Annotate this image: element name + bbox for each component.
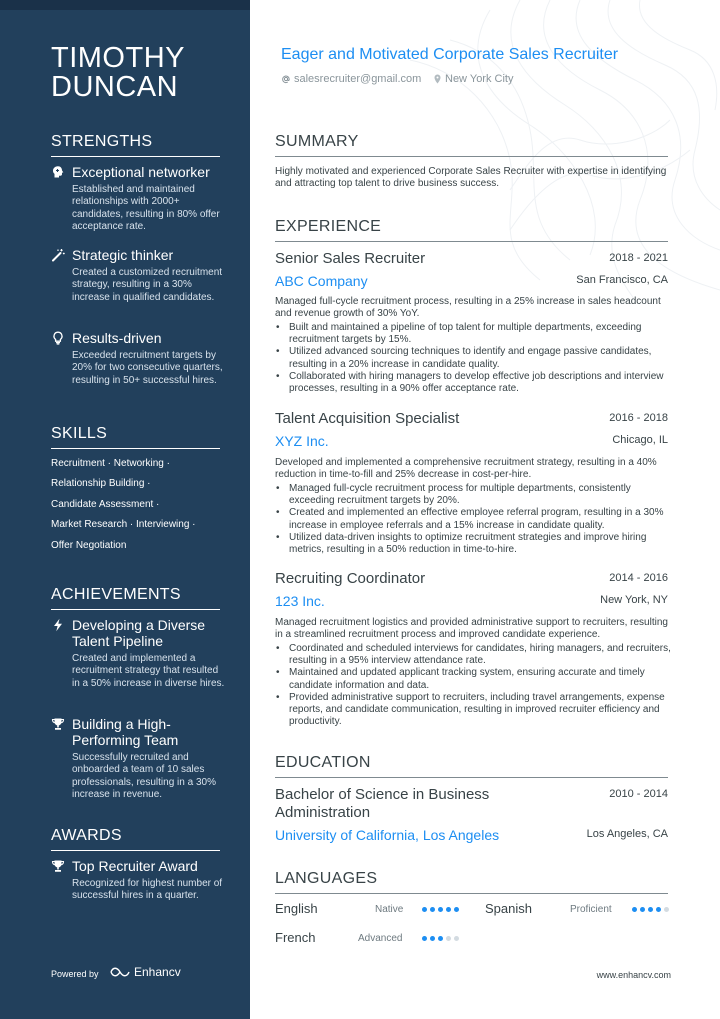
language-name: English (275, 901, 318, 916)
list-item: • Managed full-cycle recruitment process for multiple departments, consistently exceeding recruitment targets by 20%. (275, 483, 671, 507)
education-dates: 2010 - 2014 (609, 788, 668, 800)
rating-dot-filled (438, 936, 443, 941)
magic-wand-icon (51, 248, 65, 262)
strength-item (51, 164, 226, 233)
rating-dot-filled (430, 907, 435, 912)
languages-heading: LANGUAGES (275, 870, 668, 894)
footer-url[interactable]: www.enhancv.com (596, 970, 671, 980)
trophy-icon (51, 859, 65, 873)
rating-dot-filled (422, 936, 427, 941)
job-dates: 2018 - 2021 (609, 252, 668, 264)
list-item: • Collaborated with hiring managers to develop effective job descriptions and interview processes, resulting in a 90% offer acceptance rate. (275, 371, 671, 395)
list-item: • Built and maintained a pipeline of top talent for multiple departments, exceeding recruitment targets by 15%. (275, 322, 671, 346)
job-description: Managed recruitment logistics and provided administrative support to recruiters, resulting in a streamlined recruitment process and improved candidate experience. (275, 617, 668, 641)
list-item: • Maintained and updated applicant tracking system, ensuring accurate and timely candidate information and data. (275, 667, 671, 691)
rating-dot-filled (640, 907, 645, 912)
rating-dot-filled (632, 907, 637, 912)
contact-location (433, 73, 513, 85)
achievement-item (51, 716, 226, 801)
rating-dot-empty (446, 936, 451, 941)
last-name: DUNCAN (51, 71, 179, 103)
brand-name: Enhancv (134, 965, 181, 979)
email-text: salesrecruiter@gmail.com (294, 73, 422, 85)
rating-dot-filled (430, 936, 435, 941)
strength-title: Results-driven (72, 330, 162, 346)
job-description: Managed full-cycle recruitment process, resulting in a 25% increase in sales headcount and revenue growth of 30% YoY. (275, 296, 661, 320)
degree-line: Bachelor of Science in Business (275, 786, 490, 803)
education-heading: EDUCATION (275, 754, 668, 778)
list-item: • Created and implemented an effective employee referral program, resulting in a 30% increase in employee referrals and a 15% increase in candidate quality. (275, 507, 671, 531)
headline: Eager and Motivated Corporate Sales Recruiter (281, 46, 619, 63)
achievement-desc: Created and implemented a recruitment strategy that resulted in a 50% increase in diverse hires. (72, 653, 225, 689)
rating-dot-empty (664, 907, 669, 912)
powered-by-label: Powered by (51, 969, 99, 979)
achievement-title: Building a High-Performing Team (72, 716, 179, 748)
language-level: Native (375, 904, 404, 915)
skills-line: Offer Negotiation (51, 540, 127, 551)
list-item: • Coordinated and scheduled interviews for candidates, hiring managers, and recruiters, resulting in a 95% interview attendance rate. (275, 643, 671, 667)
skills-line: Recruitment · Networking · (51, 458, 170, 469)
rating-dot-filled (454, 907, 459, 912)
language-level: Proficient (570, 904, 612, 915)
strengths-heading: STRENGTHS (51, 133, 220, 157)
strength-desc: Exceeded recruitment targets by 20% for two consecutive quarters, resulting in 50+ successful hires. (72, 350, 223, 386)
rating-dot-filled (446, 907, 451, 912)
achievement-item (51, 617, 226, 690)
job-title: Recruiting Coordinator (275, 570, 426, 587)
job-company: 123 Inc. (275, 593, 325, 609)
language-name: French (275, 930, 316, 945)
degree-line: Administration (275, 804, 371, 821)
sidebar-top-strip (0, 0, 250, 10)
awards-heading: AWARDS (51, 827, 220, 851)
job-bullets (275, 483, 671, 556)
language-name: Spanish (485, 901, 532, 916)
enhancv-brand[interactable] (109, 965, 181, 979)
rating-dot-filled (438, 907, 443, 912)
achievement-desc: Successfully recruited and onboarded a team of 10 sales professionals, resulting in a 30% increase in revenue. (72, 752, 216, 800)
skills-line: Candidate Assessment · (51, 499, 160, 510)
strength-item (51, 247, 226, 304)
job-bullets (275, 643, 671, 728)
contact-email[interactable] (281, 73, 421, 85)
language-rating (422, 936, 459, 941)
location-pin-icon (433, 74, 442, 84)
rating-dot-filled (656, 907, 661, 912)
job-title: Senior Sales Recruiter (275, 250, 426, 267)
award-desc: Recognized for highest number of successful hires in a quarter. (72, 878, 223, 902)
first-name: TIMOTHY (51, 42, 185, 74)
achievements-heading: ACHIEVEMENTS (51, 586, 220, 610)
location-text: New York City (445, 73, 514, 85)
strength-title: Strategic thinker (72, 247, 174, 263)
education-location: Los Angeles, CA (586, 828, 668, 840)
list-item: • Provided administrative support to recruiters, including travel arrangements, expense reports, and candidate communication, resulting in improved recruiter efficiency and productivity. (275, 692, 671, 729)
school: University of California, Los Angeles (275, 827, 500, 843)
skills-line: Market Research · Interviewing · (51, 519, 196, 530)
job-location: New York, NY (600, 594, 668, 606)
job-location: San Francisco, CA (576, 274, 668, 286)
enhancv-logo-icon (109, 965, 131, 979)
skills-line: Relationship Building · (51, 478, 151, 489)
trophy-icon (51, 717, 65, 731)
job-company: XYZ Inc. (275, 433, 329, 449)
experience-heading: EXPERIENCE (275, 218, 668, 242)
rating-dot-filled (422, 907, 427, 912)
at-icon (281, 74, 291, 84)
strength-title: Exceptional networker (72, 164, 210, 180)
job-bullets (275, 322, 671, 395)
strength-desc: Established and maintained relationships with 2000+ candidates, resulting in 80% offer acceptance rate. (72, 184, 220, 232)
achievement-title: Developing a Diverse Talent Pipeline (72, 617, 206, 649)
summary-heading: SUMMARY (275, 133, 668, 157)
language-rating (422, 907, 459, 912)
language-level: Advanced (358, 933, 403, 944)
job-company: ABC Company (275, 273, 368, 289)
degree (275, 786, 489, 822)
candidate-name (51, 44, 241, 102)
job-dates: 2014 - 2016 (609, 572, 668, 584)
list-item: • Utilized data-driven insights to optimize recruitment strategies and improve hiring metrics, resulting in a 50% reduction in time-to-hire. (275, 532, 671, 556)
strength-desc: Created a customized recruitment strategy, resulting in a 30% increase in qualified candidates. (72, 267, 223, 303)
job-location: Chicago, IL (612, 434, 668, 446)
strength-item (51, 330, 226, 387)
summary-text: Highly motivated and experienced Corporate Sales Recruiter with expertise in identifying and attracting top talent to drive business success. (275, 166, 667, 190)
award-item (51, 858, 226, 903)
lightbulb-icon (51, 331, 65, 345)
lightning-icon (51, 618, 65, 632)
job-title: Talent Acquisition Specialist (275, 410, 460, 427)
job-dates: 2016 - 2018 (609, 412, 668, 424)
rating-dot-empty (454, 936, 459, 941)
brain-icon (51, 165, 65, 179)
sidebar (0, 0, 250, 1019)
rating-dot-filled (648, 907, 653, 912)
skills-heading: SKILLS (51, 425, 220, 449)
award-title: Top Recruiter Award (72, 858, 198, 874)
list-item: • Utilized advanced sourcing techniques to identify and engage passive candidates, resulting in a 20% increase in candidate quality. (275, 346, 671, 370)
language-rating (632, 907, 669, 912)
job-description: Developed and implemented a comprehensive recruitment strategy, resulting in a 40% reduction in time-to-fill and 25% decrease in cost-per-hire. (275, 457, 657, 481)
